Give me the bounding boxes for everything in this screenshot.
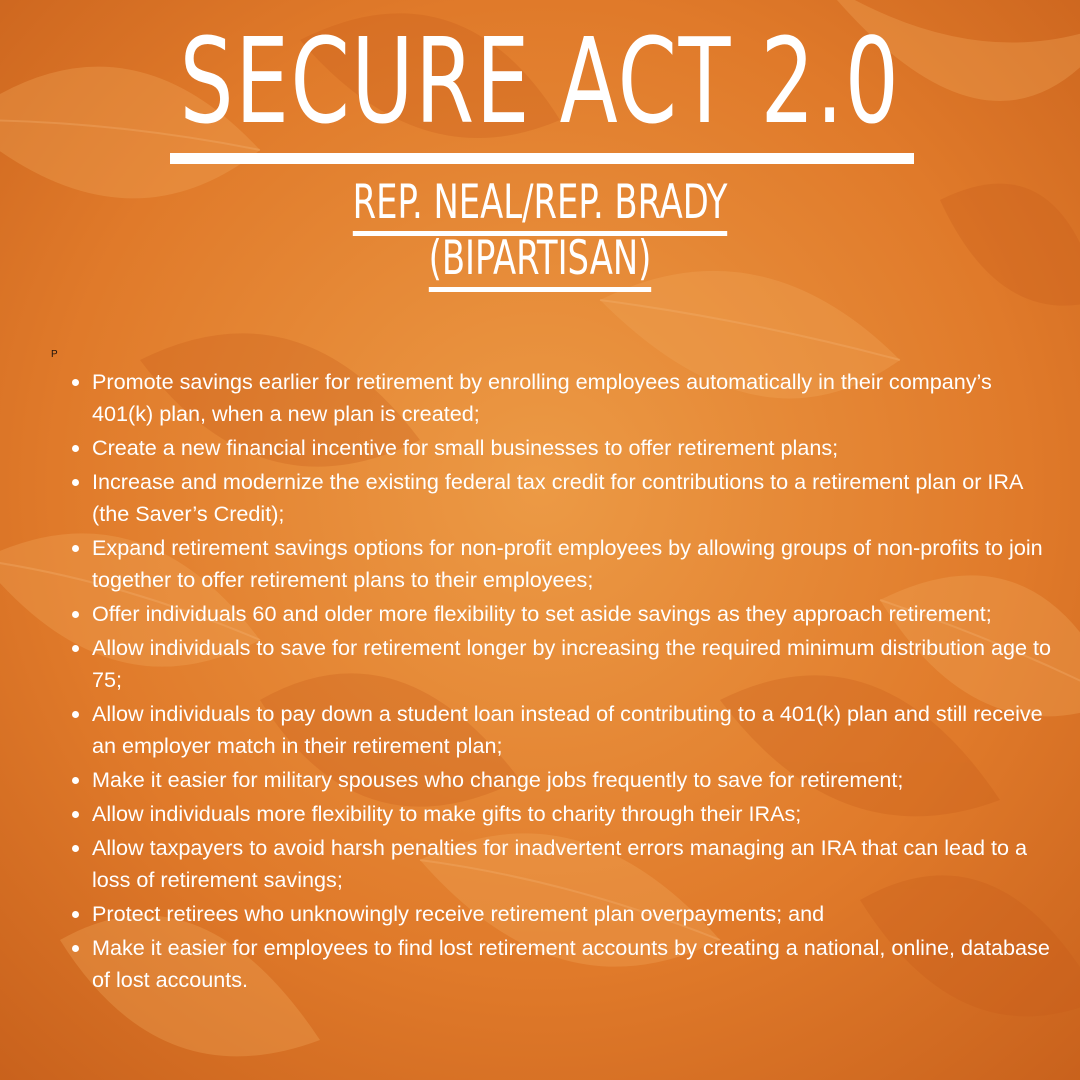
- page-title: SECURE ACT 2.0: [179, 12, 901, 150]
- list-item: Increase and modernize the existing federal tax credit for contributions to a retirement plan or IRA (the Saver’s Credit);: [92, 466, 1052, 530]
- list-item: Create a new financial incentive for small businesses to offer retirement plans;: [92, 432, 1052, 464]
- list-item: Allow individuals to pay down a student loan instead of contributing to a 401(k) plan and still receive an employer match in their retirement plan;: [92, 698, 1052, 762]
- stray-label: P: [51, 349, 58, 360]
- provisions-list: [92, 366, 1052, 998]
- subtitle-sponsors: [108, 176, 972, 236]
- list-item: Offer individuals 60 and older more flexibility to set aside savings as they approach retirement;: [92, 598, 1052, 630]
- list-item: Make it easier for employees to find lost retirement accounts by creating a national, online, database of lost accounts.: [92, 932, 1052, 996]
- subtitle-sponsors-text: REP. NEAL/REP. BRADY: [353, 176, 728, 236]
- subtitle-bipartisan: [108, 232, 972, 292]
- list-item: Make it easier for military spouses who change jobs frequently to save for retirement;: [92, 764, 1052, 796]
- list-item: Allow taxpayers to avoid harsh penalties for inadvertent errors managing an IRA that can lead to a loss of retirement savings;: [92, 832, 1052, 896]
- list-item: Allow individuals to save for retirement longer by increasing the required minimum distribution age to 75;: [92, 632, 1052, 696]
- list-item: Expand retirement savings options for non-profit employees by allowing groups of non-profits to join together to offer retirement plans to their employees;: [92, 532, 1078, 596]
- list-item: Allow individuals more flexibility to make gifts to charity through their IRAs;: [92, 798, 1052, 830]
- list-item: Promote savings earlier for retirement by enrolling employees automatically in their company’s 401(k) plan, when a new plan is created;: [92, 366, 1052, 430]
- subtitle-bipartisan-text: (BIPARTISAN): [429, 232, 652, 292]
- list-item: Protect retirees who unknowingly receive retirement plan overpayments; and: [92, 898, 1052, 930]
- title-underline: [170, 153, 914, 164]
